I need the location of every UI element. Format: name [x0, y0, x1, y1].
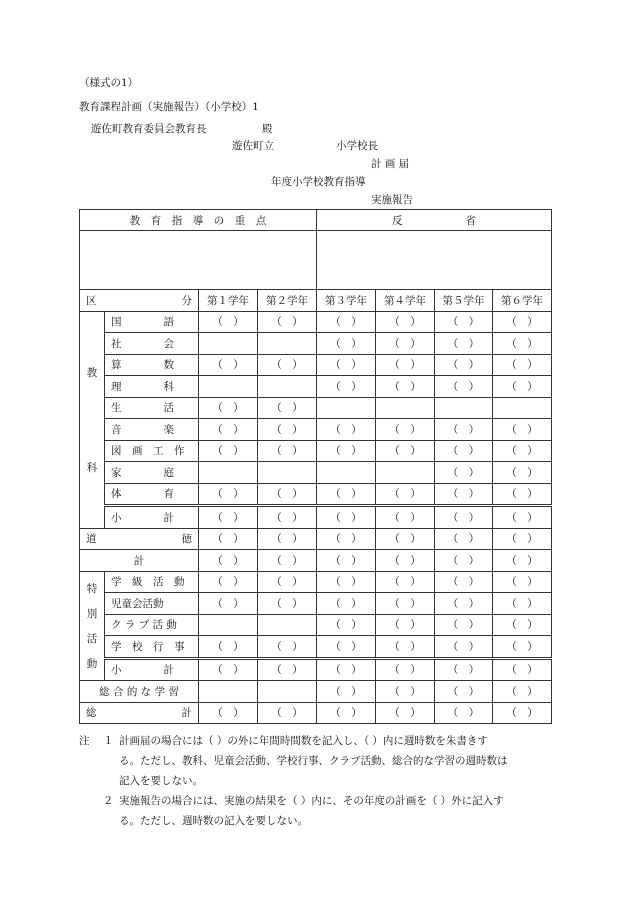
hours-entry-cell: （ ） — [317, 440, 376, 462]
hours-entry-cell: （ ） — [376, 681, 435, 703]
hours-entry-cell: （ ） — [258, 658, 317, 681]
table-header-row — [80, 210, 552, 231]
note-text: 計画届の場合には（ ）の外に年間時間数を記入し、（ ）内に週時数を朱書きす — [119, 735, 488, 747]
subject-row — [80, 440, 552, 462]
empty-cell — [199, 614, 258, 636]
empty-cell — [317, 397, 376, 419]
hours-entry-cell: （ ） — [376, 528, 435, 550]
hours-entry-cell: （ ） — [376, 550, 435, 572]
hours-entry-cell: （ ） — [376, 483, 435, 506]
note-line — [79, 731, 559, 751]
hours-entry-cell: （ ） — [435, 354, 493, 376]
hours-entry-cell: （ ） — [199, 483, 258, 506]
empty-cell — [258, 681, 317, 703]
document-title: 教育課程計画（実施報告）（小学校）1 — [79, 101, 259, 113]
hours-entry-cell: （ ） — [435, 483, 493, 506]
subject-row — [80, 376, 552, 398]
note-mark — [79, 771, 103, 791]
subject-name: 生 活 — [105, 397, 199, 419]
school-head: 小学校長 — [336, 140, 378, 152]
empty-cell — [258, 333, 317, 355]
note-text: る。ただし、週時数の記入を要しない。 — [119, 815, 308, 827]
subject-name: 家 庭 — [105, 462, 199, 484]
hours-entry-cell: （ ） — [317, 702, 376, 724]
category-label-right: 分 — [181, 294, 192, 307]
moral-row — [80, 528, 552, 550]
hours-entry-cell: （ ） — [317, 483, 376, 506]
curriculum-table — [79, 209, 552, 724]
note-number: １ — [103, 735, 114, 747]
note-number: ２ — [103, 795, 114, 807]
hours-entry-cell: （ ） — [493, 528, 552, 550]
activity-name: 学 級 活 動 — [105, 571, 199, 593]
integrated-label: 総 合 的 な 学 習 — [80, 681, 199, 703]
empty-cell — [258, 614, 317, 636]
hours-entry-cell: （ ） — [258, 440, 317, 462]
hours-entry-cell: （ ） — [435, 571, 493, 593]
hours-entry-cell: （ ） — [493, 658, 552, 681]
grand-total-row — [80, 702, 552, 724]
subject-name: 音 楽 — [105, 419, 199, 441]
hours-entry-cell: （ ） — [376, 702, 435, 724]
hours-entry-cell: （ ） — [317, 550, 376, 572]
hours-entry-cell: （ ） — [258, 702, 317, 724]
hours-entry-cell: （ ） — [317, 636, 376, 659]
hours-entry-cell: （ ） — [493, 462, 552, 484]
note-text: 記入を要しない。 — [119, 775, 203, 787]
hours-entry-cell: （ ） — [493, 440, 552, 462]
empty-cell — [317, 462, 376, 484]
hours-entry-cell: （ ） — [493, 333, 552, 355]
hours-entry-cell: （ ） — [199, 354, 258, 376]
plan-label: 計 画 届 — [371, 158, 410, 170]
subject-name: 国 語 — [105, 311, 199, 333]
empty-cell — [199, 462, 258, 484]
hours-entry-cell: （ ） — [199, 397, 258, 419]
hours-entry-cell: （ ） — [258, 550, 317, 572]
subject-row — [80, 419, 552, 441]
hours-entry-cell: （ ） — [376, 614, 435, 636]
category-label-left: 区 — [86, 294, 97, 307]
moral-label-right: 徳 — [181, 533, 192, 546]
hours-entry-cell: （ ） — [493, 702, 552, 724]
hours-entry-cell: （ ） — [258, 311, 317, 333]
subject-name: 理 科 — [105, 376, 199, 398]
empty-cell — [199, 376, 258, 398]
hours-entry-cell: （ ） — [199, 571, 258, 593]
hours-entry-cell: （ ） — [317, 311, 376, 333]
hours-entry-cell: （ ） — [493, 636, 552, 659]
hours-entry-cell: （ ） — [435, 658, 493, 681]
activity-name: 小 計 — [105, 658, 199, 681]
empty-cell — [199, 333, 258, 355]
reflection-header: 反 省 — [317, 210, 552, 231]
note-number — [103, 771, 119, 791]
kyoka-char: 科 — [86, 461, 98, 474]
empty-cell — [376, 462, 435, 484]
note-text: る。ただし、教科、児童会活動、学校行事、クラブ活動、総合的な学習の週時数は — [119, 755, 508, 767]
empty-cell — [376, 397, 435, 419]
hours-entry-cell: （ ） — [317, 506, 376, 529]
hours-entry-cell: （ ） — [493, 354, 552, 376]
subject-row — [80, 483, 552, 506]
subject-name: 社 会 — [105, 333, 199, 355]
tokubetsu-char: 特 — [86, 582, 98, 595]
empty-cell — [258, 376, 317, 398]
hours-entry-cell: （ ） — [258, 354, 317, 376]
hours-entry-cell: （ ） — [258, 593, 317, 615]
grade-header: 第６学年 — [493, 290, 552, 312]
hours-entry-cell: （ ） — [435, 440, 493, 462]
hours-entry-cell: （ ） — [317, 354, 376, 376]
note-mark — [79, 811, 103, 831]
hours-entry-cell: （ ） — [376, 440, 435, 462]
hours-entry-cell: （ ） — [317, 614, 376, 636]
tokubetsu-group-label — [80, 571, 105, 681]
reflection-entry-area — [317, 231, 552, 290]
hours-entry-cell: （ ） — [317, 658, 376, 681]
hours-entry-cell: （ ） — [317, 376, 376, 398]
grade-header: 第１学年 — [199, 290, 258, 312]
activity-row — [80, 593, 552, 615]
notes-section — [79, 731, 559, 831]
empty-cell — [435, 397, 493, 419]
hours-entry-cell: （ ） — [199, 658, 258, 681]
subject-name: 体 育 — [105, 483, 199, 506]
hours-entry-cell: （ ） — [435, 550, 493, 572]
tokubetsu-char: 動 — [86, 657, 98, 670]
grand-total-left: 総 — [86, 707, 97, 720]
note-mark — [79, 751, 103, 771]
hours-entry-cell: （ ） — [258, 528, 317, 550]
subject-name: 図 画 工 作 — [105, 440, 199, 462]
note-line — [79, 811, 559, 831]
hours-entry-cell: （ ） — [493, 419, 552, 441]
grade-header: 第２学年 — [258, 290, 317, 312]
moral-label-left: 道 — [86, 533, 97, 546]
grade-header: 第５学年 — [435, 290, 493, 312]
tokubetsu-char: 別 — [86, 607, 98, 620]
subject-row — [80, 397, 552, 419]
hours-entry-cell: （ ） — [317, 571, 376, 593]
grade-header: 第３学年 — [317, 290, 376, 312]
hours-entry-cell: （ ） — [435, 681, 493, 703]
moral-label — [80, 528, 199, 550]
subject-row — [80, 333, 552, 355]
honorific: 殿 — [262, 123, 273, 135]
hours-entry-cell: （ ） — [376, 506, 435, 529]
hours-entry-cell: （ ） — [317, 593, 376, 615]
hours-entry-cell: （ ） — [493, 376, 552, 398]
hours-entry-cell: （ ） — [258, 506, 317, 529]
note-line — [79, 751, 559, 771]
hours-entry-cell: （ ） — [376, 419, 435, 441]
note-mark: 注 — [79, 735, 90, 747]
focus-header: 教 育 指 導 の 重 点 — [80, 210, 317, 231]
activity-name: 児童会活動 — [105, 593, 199, 615]
hours-entry-cell: （ ） — [435, 419, 493, 441]
subject-row — [80, 506, 552, 529]
hours-entry-cell: （ ） — [199, 593, 258, 615]
note-text: 実施報告の場合には、実施の結果を（ ）内に、その年度の計画を（ ）外に記入す — [119, 795, 504, 807]
hours-entry-cell: （ ） — [199, 440, 258, 462]
hours-entry-cell: （ ） — [435, 702, 493, 724]
activity-row — [80, 571, 552, 593]
hours-entry-cell: （ ） — [317, 333, 376, 355]
grade-header-row — [80, 290, 552, 312]
subject-name: 小 計 — [105, 506, 199, 529]
hours-entry-cell: （ ） — [435, 636, 493, 659]
hours-entry-cell: （ ） — [435, 333, 493, 355]
hours-entry-cell: （ ） — [376, 658, 435, 681]
subject-row — [80, 462, 552, 484]
subject-name: 算 数 — [105, 354, 199, 376]
empty-cell — [258, 462, 317, 484]
blank-entry-row — [80, 231, 552, 290]
activity-name: 学 校 行 事 — [105, 636, 199, 659]
hours-entry-cell: （ ） — [493, 483, 552, 506]
hours-entry-cell: （ ） — [435, 614, 493, 636]
hours-entry-cell: （ ） — [435, 593, 493, 615]
hours-entry-cell: （ ） — [376, 593, 435, 615]
form-number: （様式の1） — [79, 77, 139, 89]
hours-entry-cell: （ ） — [199, 550, 258, 572]
hours-entry-cell: （ ） — [435, 506, 493, 529]
hours-entry-cell: （ ） — [493, 506, 552, 529]
hours-entry-cell: （ ） — [199, 506, 258, 529]
grade-header: 第４学年 — [376, 290, 435, 312]
activity-row — [80, 614, 552, 636]
hours-entry-cell: （ ） — [199, 419, 258, 441]
hours-entry-cell: （ ） — [376, 311, 435, 333]
report-label: 実施報告 — [371, 194, 413, 206]
hours-entry-cell: （ ） — [493, 614, 552, 636]
hours-entry-cell: （ ） — [199, 311, 258, 333]
town-name: 遊佐町立 — [232, 140, 274, 152]
hours-entry-cell: （ ） — [376, 571, 435, 593]
activity-name: ク ラ ブ 活 動 — [105, 614, 199, 636]
hours-entry-cell: （ ） — [493, 681, 552, 703]
empty-cell — [199, 681, 258, 703]
activity-row — [80, 636, 552, 659]
note-line — [79, 791, 559, 811]
hours-entry-cell: （ ） — [199, 636, 258, 659]
hours-entry-cell: （ ） — [376, 376, 435, 398]
subject-row — [80, 311, 552, 333]
hours-entry-cell: （ ） — [493, 571, 552, 593]
subtotal-row — [80, 550, 552, 572]
hours-entry-cell: （ ） — [435, 376, 493, 398]
hours-entry-cell: （ ） — [435, 462, 493, 484]
grand-total-label — [80, 702, 199, 724]
hours-entry-cell: （ ） — [317, 528, 376, 550]
hours-entry-cell: （ ） — [258, 419, 317, 441]
grand-total-right: 計 — [181, 707, 192, 720]
note-number — [103, 751, 119, 771]
note-number — [103, 811, 119, 831]
hours-entry-cell: （ ） — [376, 354, 435, 376]
subtotal-label: 計 — [80, 550, 199, 572]
hours-entry-cell: （ ） — [493, 311, 552, 333]
empty-cell — [493, 397, 552, 419]
activity-row — [80, 658, 552, 681]
hours-entry-cell: （ ） — [317, 681, 376, 703]
hours-entry-cell: （ ） — [317, 419, 376, 441]
addressee: 遊佐町教育委員会教育長 — [91, 123, 207, 135]
hours-entry-cell: （ ） — [258, 636, 317, 659]
hours-entry-cell: （ ） — [493, 593, 552, 615]
note-mark — [79, 791, 103, 811]
subject-row — [80, 354, 552, 376]
hours-entry-cell: （ ） — [199, 528, 258, 550]
hours-entry-cell: （ ） — [258, 483, 317, 506]
hours-entry-cell: （ ） — [258, 571, 317, 593]
focus-entry-area — [80, 231, 317, 290]
year-line: 年度小学校教育指導 — [271, 176, 366, 188]
hours-entry-cell: （ ） — [435, 528, 493, 550]
hours-entry-cell: （ ） — [493, 550, 552, 572]
kyoka-char: 教 — [86, 366, 98, 379]
hours-entry-cell: （ ） — [435, 311, 493, 333]
hours-entry-cell: （ ） — [376, 333, 435, 355]
tokubetsu-char: 活 — [86, 632, 98, 645]
hours-entry-cell: （ ） — [199, 702, 258, 724]
integrated-row — [80, 681, 552, 703]
note-line — [79, 771, 559, 791]
hours-entry-cell: （ ） — [258, 397, 317, 419]
category-header — [80, 290, 199, 312]
kyoka-group-label — [80, 311, 105, 528]
hours-entry-cell: （ ） — [376, 636, 435, 659]
